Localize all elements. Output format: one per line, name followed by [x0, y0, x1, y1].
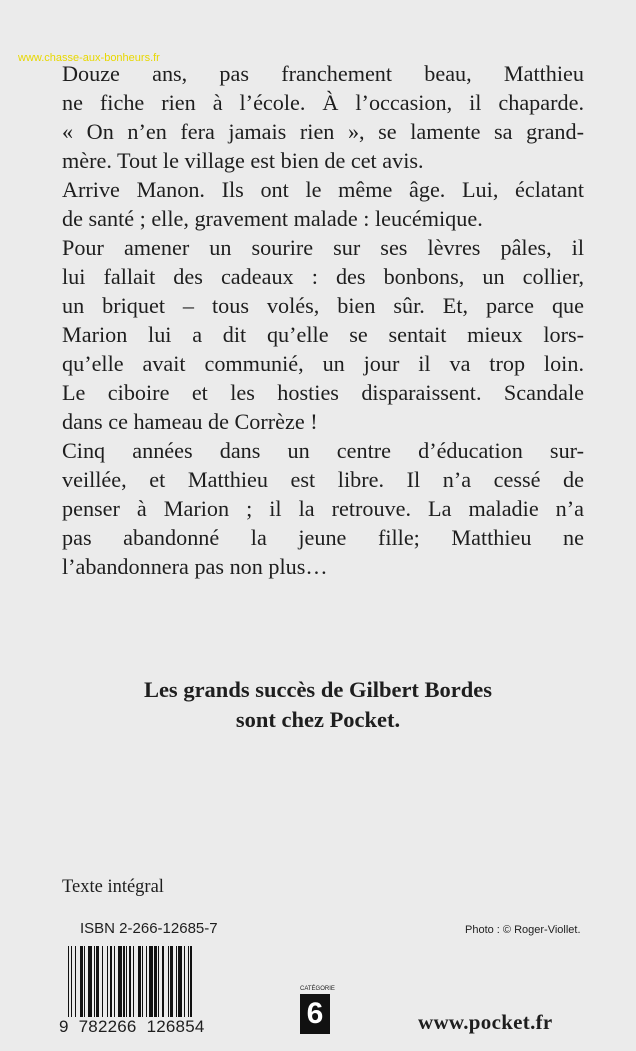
blurb-line: Arrive Manon. Ils ont le même âge. Lui, éclatant — [62, 177, 584, 202]
category-label: CATÉGORIE — [300, 986, 335, 992]
blurb-line: dans ce hameau de Corrèze ! — [62, 409, 318, 434]
blurb-line: Pour amener un sourire sur ses lèvres pâles, il — [62, 235, 584, 260]
publisher-website: www.pocket.fr — [418, 1010, 553, 1034]
promo-line: sont chez Pocket. — [235, 707, 401, 732]
promo-text — [0, 675, 636, 735]
category-number: 6 — [300, 994, 330, 1034]
blurb-line: pas abandonné la jeune fille; Matthieu ne — [62, 525, 584, 550]
blurb-line: Le ciboire et les hosties disparaissent. Scandale — [62, 380, 584, 405]
blurb-line: Douze ans, pas franchement beau, Matthieu — [62, 61, 584, 86]
blurb-line: un briquet – tous volés, bien sûr. Et, parce que — [62, 293, 584, 318]
blurb-line: lui fallait des cadeaux : des bonbons, un collier, — [62, 264, 584, 289]
blurb-line: veillée, et Matthieu est libre. Il n’a cessé de — [62, 467, 584, 492]
blurb-line: « On n’en fera jamais rien », se lamente sa grand- — [62, 119, 584, 144]
watermark: www.chasse-aux-bonheurs.fr — [18, 52, 160, 64]
edition-note: Texte intégral — [62, 877, 164, 897]
barcode-digit-group: 9 — [59, 1017, 69, 1036]
blurb-line: Marion lui a dit qu’elle se sentait mieux lors- — [62, 322, 584, 347]
blurb-line: ne fiche rien à l’école. À l’occasion, il chaparde. — [62, 90, 584, 115]
blurb-line: qu’elle avait communié, un jour il va trop loin. — [62, 351, 584, 376]
promo-line: Les grands succès de Gilbert Bordes — [143, 677, 493, 702]
isbn: ISBN 2-266-12685-7 — [80, 920, 218, 937]
blurb-line: de santé ; elle, gravement malade : leucémique. — [62, 206, 483, 231]
blurb-line: mère. Tout le village est bien de cet avis. — [62, 148, 424, 173]
blurb-line: Cinq années dans un centre d’éducation sur- — [62, 438, 584, 463]
photo-credit: Photo : © Roger-Viollet. — [465, 924, 581, 936]
blurb-line: l’abandonnera pas non plus… — [62, 554, 328, 579]
category-badge — [300, 986, 335, 1034]
blurb-line: penser à Marion ; il la retrouve. La maladie n’a — [62, 496, 584, 521]
barcode-digit-group: 782266 — [78, 1017, 137, 1036]
barcode-digit-group: 126854 — [146, 1017, 205, 1036]
barcode-digits — [58, 1017, 206, 1037]
back-cover-blurb — [62, 59, 584, 581]
